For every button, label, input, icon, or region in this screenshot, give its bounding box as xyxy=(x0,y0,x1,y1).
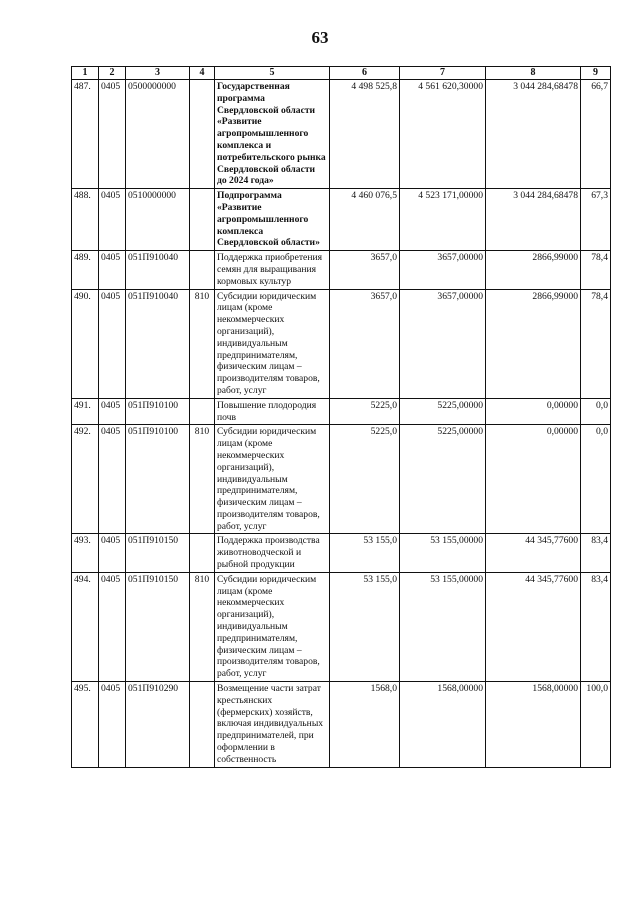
header-cell: 9 xyxy=(581,67,611,80)
value-col6-cell: 4 498 525,8 xyxy=(330,80,400,189)
item-name-cell: Поддержка производства животноводческой и рыбной продукции xyxy=(215,534,330,572)
item-name-cell: Субсидии юридическим лицам (кроме некоммерческих организаций), индивидуальным предпринимателям, физическим лицам – производителям товаров, работ, услуг xyxy=(215,289,330,398)
percent-cell: 83,4 xyxy=(581,572,611,681)
item-name-cell: Поддержка приобретения семян для выращивания кормовых культур xyxy=(215,251,330,289)
budget-table xyxy=(71,66,611,768)
row-number-cell: 494. xyxy=(72,572,99,681)
page-number: 63 xyxy=(311,28,329,47)
row-number-cell: 492. xyxy=(72,425,99,534)
table-body xyxy=(72,80,611,768)
item-name-cell: Возмещение части затрат крестьянских (фермерских) хозяйств, включая индивидуальных предпринимателей, при оформлении в собственность xyxy=(215,682,330,768)
row-number-cell: 489. xyxy=(72,251,99,289)
table-row xyxy=(72,189,611,251)
target-code-cell: 051П910150 xyxy=(126,572,190,681)
table-row xyxy=(72,289,611,398)
item-name-cell: Субсидии юридическим лицам (кроме некоммерческих организаций), индивидуальным предпринимателям, физическим лицам – производителям товаров, работ, услуг xyxy=(215,425,330,534)
value-col6-cell: 53 155,0 xyxy=(330,572,400,681)
header-cell: 4 xyxy=(190,67,215,80)
target-code-cell: 051П910040 xyxy=(126,289,190,398)
table-row xyxy=(72,251,611,289)
row-number-cell: 490. xyxy=(72,289,99,398)
value-col8-cell: 3 044 284,68478 xyxy=(486,189,581,251)
section-code-cell: 0405 xyxy=(99,425,126,534)
target-code-cell: 051П910290 xyxy=(126,682,190,768)
item-name-cell: Повышение плодородия почв xyxy=(215,398,330,425)
target-code-cell: 0500000000 xyxy=(126,80,190,189)
section-code-cell: 0405 xyxy=(99,682,126,768)
target-code-cell: 051П910100 xyxy=(126,398,190,425)
value-col7-cell: 3657,00000 xyxy=(400,289,486,398)
value-col7-cell: 3657,00000 xyxy=(400,251,486,289)
expense-type-cell xyxy=(190,80,215,189)
value-col8-cell: 0,00000 xyxy=(486,398,581,425)
value-col7-cell: 1568,00000 xyxy=(400,682,486,768)
table-row xyxy=(72,80,611,189)
section-code-cell: 0405 xyxy=(99,289,126,398)
section-code-cell: 0405 xyxy=(99,398,126,425)
value-col8-cell: 2866,99000 xyxy=(486,289,581,398)
expense-type-cell xyxy=(190,189,215,251)
item-name-cell: Подпрограмма «Развитие агропромышленного комплекса Свердловской области» xyxy=(215,189,330,251)
value-col8-cell: 2866,99000 xyxy=(486,251,581,289)
target-code-cell: 051П910150 xyxy=(126,534,190,572)
percent-cell: 0,0 xyxy=(581,398,611,425)
target-code-cell: 051П910100 xyxy=(126,425,190,534)
table-row xyxy=(72,398,611,425)
percent-cell: 100,0 xyxy=(581,682,611,768)
target-code-cell: 0510000000 xyxy=(126,189,190,251)
row-number-cell: 495. xyxy=(72,682,99,768)
header-cell: 1 xyxy=(72,67,99,80)
percent-cell: 78,4 xyxy=(581,289,611,398)
row-number-cell: 491. xyxy=(72,398,99,425)
value-col6-cell: 3657,0 xyxy=(330,251,400,289)
percent-cell: 83,4 xyxy=(581,534,611,572)
value-col7-cell: 5225,00000 xyxy=(400,398,486,425)
row-number-cell: 487. xyxy=(72,80,99,189)
expense-type-cell xyxy=(190,251,215,289)
section-code-cell: 0405 xyxy=(99,80,126,189)
value-col8-cell: 44 345,77600 xyxy=(486,534,581,572)
table-row xyxy=(72,425,611,534)
table-row xyxy=(72,534,611,572)
header-cell: 7 xyxy=(400,67,486,80)
section-code-cell: 0405 xyxy=(99,534,126,572)
item-name-cell: Субсидии юридическим лицам (кроме некоммерческих организаций), индивидуальным предпринимателям, физическим лицам – производителям товаров, работ, услуг xyxy=(215,572,330,681)
value-col6-cell: 3657,0 xyxy=(330,289,400,398)
value-col7-cell: 53 155,00000 xyxy=(400,534,486,572)
header-cell: 5 xyxy=(215,67,330,80)
row-number-cell: 493. xyxy=(72,534,99,572)
value-col7-cell: 4 523 171,00000 xyxy=(400,189,486,251)
expense-type-cell xyxy=(190,534,215,572)
percent-cell: 0,0 xyxy=(581,425,611,534)
value-col8-cell: 0,00000 xyxy=(486,425,581,534)
expense-type-cell xyxy=(190,398,215,425)
target-code-cell: 051П910040 xyxy=(126,251,190,289)
expense-type-cell: 810 xyxy=(190,572,215,681)
expense-type-cell: 810 xyxy=(190,289,215,398)
value-col8-cell: 3 044 284,68478 xyxy=(486,80,581,189)
value-col7-cell: 4 561 620,30000 xyxy=(400,80,486,189)
header-cell: 6 xyxy=(330,67,400,80)
table-header-row xyxy=(72,67,611,80)
value-col6-cell: 4 460 076,5 xyxy=(330,189,400,251)
value-col6-cell: 5225,0 xyxy=(330,425,400,534)
section-code-cell: 0405 xyxy=(99,251,126,289)
percent-cell: 78,4 xyxy=(581,251,611,289)
table-row xyxy=(72,682,611,768)
expense-type-cell: 810 xyxy=(190,425,215,534)
item-name-cell: Государственная программа Свердловской области «Развитие агропромышленного комплекса и потребительского рынка Свердловской области до 2024 года» xyxy=(215,80,330,189)
header-cell: 8 xyxy=(486,67,581,80)
row-number-cell: 488. xyxy=(72,189,99,251)
value-col8-cell: 44 345,77600 xyxy=(486,572,581,681)
value-col6-cell: 1568,0 xyxy=(330,682,400,768)
section-code-cell: 0405 xyxy=(99,189,126,251)
value-col8-cell: 1568,00000 xyxy=(486,682,581,768)
value-col7-cell: 5225,00000 xyxy=(400,425,486,534)
header-cell: 3 xyxy=(126,67,190,80)
value-col6-cell: 5225,0 xyxy=(330,398,400,425)
table-row xyxy=(72,572,611,681)
percent-cell: 66,7 xyxy=(581,80,611,189)
value-col7-cell: 53 155,00000 xyxy=(400,572,486,681)
percent-cell: 67,3 xyxy=(581,189,611,251)
header-cell: 2 xyxy=(99,67,126,80)
section-code-cell: 0405 xyxy=(99,572,126,681)
value-col6-cell: 53 155,0 xyxy=(330,534,400,572)
expense-type-cell xyxy=(190,682,215,768)
